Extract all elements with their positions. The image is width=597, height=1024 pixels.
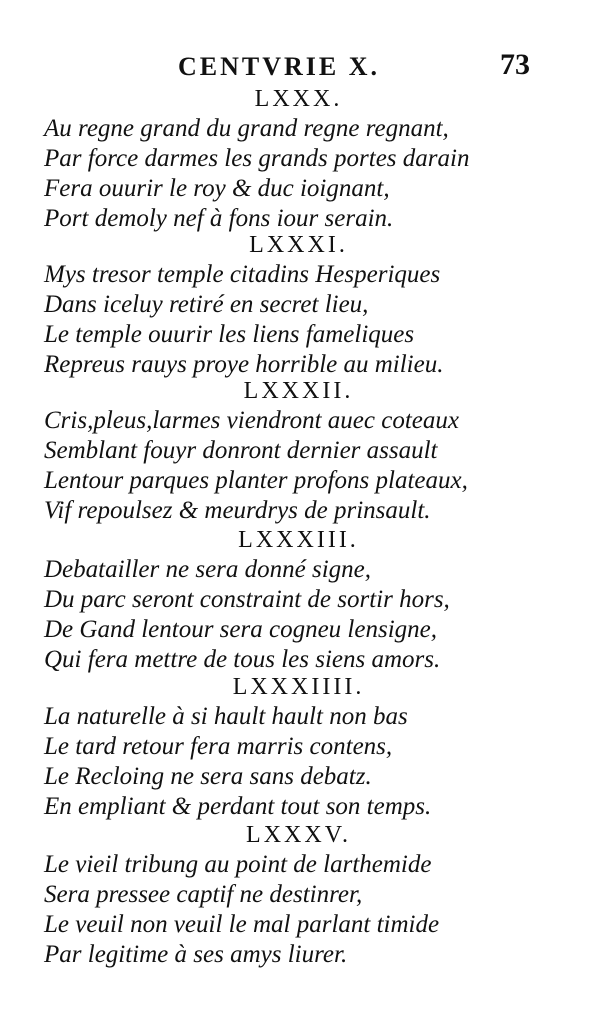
- verse-line: Fera ouurir le roy & duc ioignant,: [44, 175, 390, 202]
- page-number: 73: [500, 48, 530, 81]
- verse-line: Dans iceluy retiré en secret lieu,: [44, 291, 369, 318]
- quatrain-82: [0, 376, 597, 526]
- verse-line: Mys tresor temple citadins Hesperiques: [44, 261, 441, 288]
- quatrain-81: [0, 230, 597, 380]
- verse-line: Lentour parques planter profons plateaux,: [44, 467, 468, 494]
- verse-line: Port demoly nef à fons iour serain.: [44, 205, 394, 232]
- quatrain-number: LXXXI.: [249, 232, 348, 258]
- verse-line: Semblant fouyr donront dernier assault: [44, 437, 438, 464]
- quatrain-number: LXXXIII.: [238, 527, 359, 553]
- verse-line: Le vieil tribung au point de larthemide: [44, 851, 432, 878]
- quatrain-84: [0, 672, 597, 822]
- quatrain-80: [0, 84, 597, 234]
- verse-line: Du parc seront constraint de sortir hors,: [44, 586, 450, 613]
- running-title: CENTVRIE X.: [178, 52, 381, 81]
- verse-line: Le Recloing ne sera sans debatz.: [44, 763, 372, 790]
- quatrain-85: [0, 820, 597, 970]
- verse-line: Le veuil non veuil le mal parlant timide: [44, 911, 440, 938]
- quatrain-number: LXXXV.: [246, 822, 351, 848]
- verse-line: Le temple ouurir les liens fameliques: [44, 321, 415, 348]
- quatrain-number: LXXXIIII.: [232, 674, 365, 700]
- quatrain-number: LXXX.: [254, 86, 343, 112]
- verse-line: En empliant & perdant tout son temps.: [44, 793, 432, 820]
- running-head: [0, 48, 597, 88]
- verse-line: La naturelle à si hault hault non bas: [44, 703, 408, 730]
- verse-line: Par legitime à ses amys liurer.: [44, 941, 348, 968]
- verse-line: Le tard retour fera marris contens,: [44, 733, 393, 760]
- verse-line: Vif repoulsez & meurdrys de prinsault.: [44, 497, 431, 524]
- verse-line: Qui fera mettre de tous les siens amors.: [44, 646, 441, 673]
- verse-line: Cris,pleus,larmes viendront auec coteaux: [44, 407, 459, 434]
- verse-line: Au regne grand du grand regne regnant,: [44, 115, 449, 142]
- verse-line: De Gand lentour sera cogneu lensigne,: [44, 616, 437, 643]
- verse-line: Par force darmes les grands portes darain: [44, 145, 470, 172]
- verse-line: Sera pressee captif ne destinrer,: [44, 881, 363, 908]
- quatrain-number: LXXXII.: [243, 378, 354, 404]
- verse-line: Repreus rauys proye horrible au milieu.: [44, 351, 444, 378]
- quatrain-83: [0, 525, 597, 675]
- verse-line: Debatailler ne sera donné signe,: [44, 556, 372, 583]
